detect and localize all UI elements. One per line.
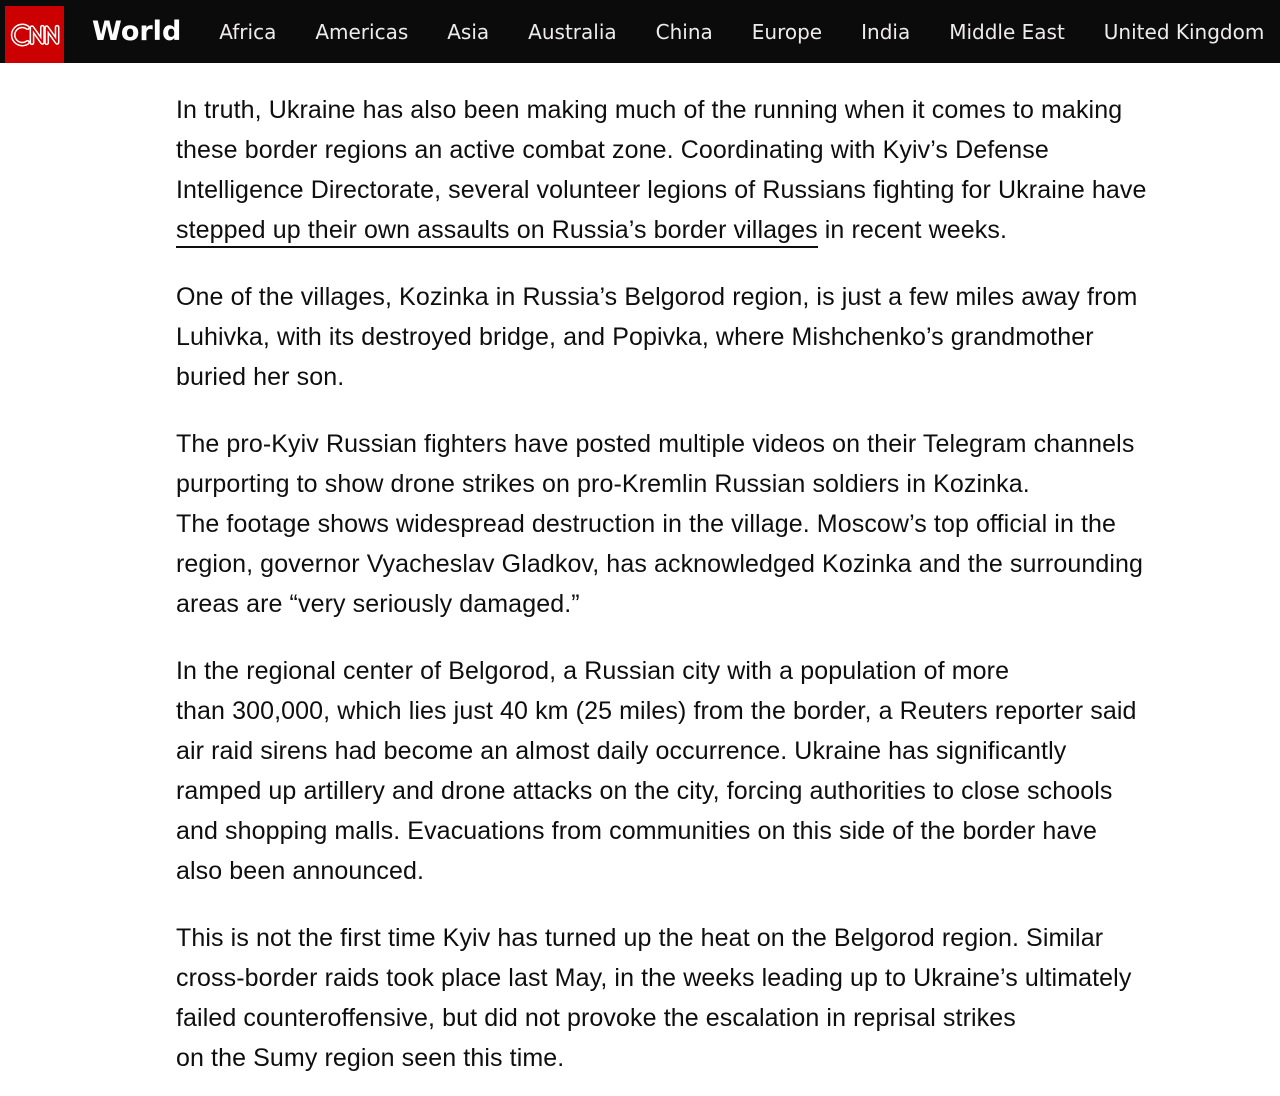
text-segment: One of the villages, Kozinka in Russia’s Belgorod region, is just a few miles away from [176,283,1138,311]
top-nav-bar [0,0,1280,63]
text-segment: This is not the first time Kyiv has turned up the heat on the Belgorod region. Similar [176,924,1104,952]
text-line [176,544,1280,584]
inline-link[interactable]: stepped up their own assaults on Russia’s border villages [176,216,818,248]
text-segment: buried her son. [176,363,345,391]
text-segment: than 300,000, which lies just 40 km (25 miles) from the border, a Reuters reporter said [176,697,1137,725]
nav-item-africa[interactable]: Africa [219,19,277,44]
text-line [176,771,1280,811]
text-segment: areas are “very seriously damaged.” [176,590,580,618]
text-segment: in recent weeks. [817,216,1008,244]
article-paragraph [176,424,1280,624]
text-line [176,464,1280,504]
text-line [176,130,1280,170]
text-line [176,731,1280,771]
text-segment: also been announced. [176,857,425,885]
text-segment: purporting to show drone strikes on pro-Kremlin Russian soldiers in Kozinka. [176,470,1030,498]
text-segment: these border regions an active combat zone. Coordinating with Kyiv’s Defense [176,136,1049,164]
nav-item-europe[interactable]: Europe [751,19,823,44]
text-line [176,424,1280,464]
text-segment: The footage shows widespread destruction in the village. Moscow’s top official in the [176,510,1117,538]
text-line [176,317,1280,357]
article-paragraph [176,651,1280,891]
article-paragraph [176,918,1280,1078]
text-segment: air raid sirens had become an almost daily occurrence. Ukraine has significantly [176,737,1067,765]
article-body [0,63,1280,1078]
cnn-logo-icon [9,17,61,53]
text-line [176,170,1280,210]
article-paragraphs [176,90,1280,1078]
nav-item-middle-east[interactable]: Middle East [949,19,1065,44]
text-line [176,504,1280,544]
nav-item-india[interactable]: India [861,19,911,44]
text-segment: on the Sumy region seen this time. [176,1044,565,1072]
text-line [176,651,1280,691]
nav-item-china[interactable]: China [655,19,713,44]
text-segment: Intelligence Directorate, several volunteer legions of Russians fighting for Ukraine have [176,176,1147,204]
text-segment: In the regional center of Belgorod, a Russian city with a population of more [176,657,1010,685]
top-nav [219,20,1264,44]
article-paragraph [176,277,1280,397]
text-line [176,851,1280,891]
text-line [176,811,1280,851]
section-title[interactable]: World [92,16,182,47]
text-segment: The pro-Kyiv Russian fighters have posted multiple videos on their Telegram channels [176,430,1135,458]
text-line [176,277,1280,317]
nav-item-americas[interactable]: Americas [315,19,409,44]
text-segment: cross-border raids took place last May, in the weeks leading up to Ukraine’s ultimately [176,964,1132,992]
text-line [176,1038,1280,1078]
text-line [176,958,1280,998]
cnn-logo[interactable] [5,6,64,63]
text-line [176,90,1280,130]
text-segment: ramped up artillery and drone attacks on the city, forcing authorities to close schools [176,777,1113,805]
text-line [176,584,1280,624]
nav-item-united-kingdom[interactable]: United Kingdom [1103,19,1265,44]
text-line [176,998,1280,1038]
article-paragraph [176,90,1280,250]
text-segment: region, governor Vyacheslav Gladkov, has acknowledged Kozinka and the surrounding [176,550,1144,578]
text-line [176,357,1280,397]
text-segment: Luhivka, with its destroyed bridge, and Popivka, where Mishchenko’s grandmother [176,323,1094,351]
text-segment: and shopping malls. Evacuations from communities on this side of the border have [176,817,1097,845]
text-segment: In truth, Ukraine has also been making much of the running when it comes to making [176,96,1123,124]
nav-item-australia[interactable]: Australia [528,19,617,44]
nav-item-asia[interactable]: Asia [447,19,490,44]
text-line [176,691,1280,731]
text-line [176,918,1280,958]
text-line [176,210,1280,250]
text-segment: failed counteroffensive, but did not provoke the escalation in reprisal strikes [176,1004,1016,1032]
